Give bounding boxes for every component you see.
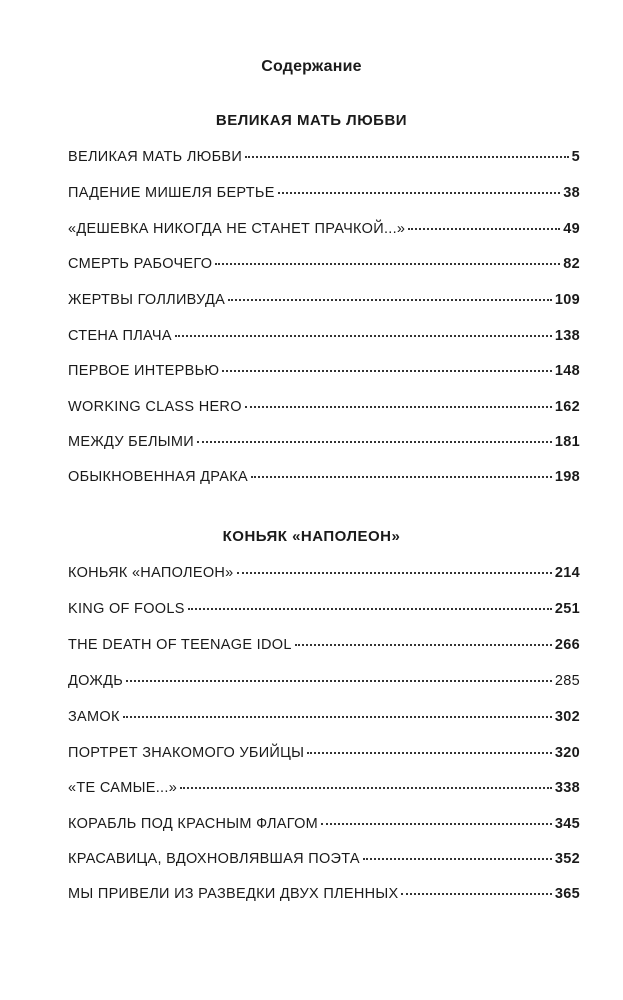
entry-page-number: 251 — [554, 601, 580, 617]
dot-leader — [126, 679, 552, 682]
dot-leader — [237, 571, 552, 574]
dot-leader — [307, 751, 552, 754]
dot-leader — [188, 607, 552, 610]
entry-title: KING OF FOOLS — [68, 601, 185, 617]
entry-page-number: 162 — [554, 399, 580, 415]
entry-page-number: 320 — [554, 745, 580, 761]
entry-page-number: 266 — [554, 637, 580, 653]
entry-title: МЫ ПРИВЕЛИ ИЗ РАЗВЕДКИ ДВУХ ПЛЕННЫХ — [68, 886, 399, 902]
toc-entry — [68, 780, 580, 800]
entry-page-number: 285 — [554, 673, 580, 689]
section-title: КОНЬЯК «НАПОЛЕОН» — [222, 528, 401, 545]
entry-page-number: 38 — [563, 185, 580, 201]
entry-title: ДОЖДЬ — [68, 673, 124, 689]
entry-title: КОРАБЛЬ ПОД КРАСНЫМ ФЛАГОМ — [68, 816, 319, 832]
page-title: Содержание — [261, 58, 362, 75]
toc-entry — [68, 399, 580, 419]
entry-title: СМЕРТЬ РАБОЧЕГО — [68, 256, 213, 272]
entry-title: МЕЖДУ БЕЛЫМИ — [68, 434, 195, 450]
toc-entry — [68, 256, 580, 276]
dot-leader — [401, 892, 551, 895]
toc-entry — [68, 185, 580, 205]
dot-leader — [228, 298, 552, 301]
entry-page-number: 49 — [563, 221, 580, 237]
entry-page-number: 5 — [571, 149, 580, 165]
dot-leader — [408, 227, 560, 230]
entry-title: КОНЬЯК «НАПОЛЕОН» — [68, 565, 234, 581]
dot-leader — [180, 786, 552, 789]
dot-leader — [197, 440, 552, 443]
entry-title: ОБЫКНОВЕННАЯ ДРАКА — [68, 469, 248, 485]
entry-page-number: 138 — [554, 328, 580, 344]
entry-page-number: 82 — [563, 256, 580, 272]
toc-entry — [68, 292, 580, 312]
entry-title: ВЕЛИКАЯ МАТЬ ЛЮБВИ — [68, 149, 243, 165]
entry-title: THE DEATH OF TEENAGE IDOL — [68, 637, 292, 653]
dot-leader — [175, 334, 552, 337]
entry-page-number: 338 — [554, 780, 580, 796]
entry-page-number: 181 — [554, 434, 580, 450]
toc-entry — [68, 637, 580, 657]
toc-entry — [68, 886, 580, 906]
toc-entry — [68, 363, 580, 383]
entry-page-number: 148 — [554, 363, 580, 379]
toc-entry — [68, 221, 580, 241]
entry-page-number: 352 — [554, 851, 580, 867]
entry-title: «ДЕШЕВКА НИКОГДА НЕ СТАНЕТ ПРАЧКОЙ...» — [68, 221, 406, 237]
dot-leader — [222, 369, 552, 372]
toc-entry — [68, 745, 580, 765]
entry-title: ЗАМОК — [68, 709, 120, 725]
dot-leader — [278, 191, 561, 194]
entry-page-number: 198 — [554, 469, 580, 485]
entry-page-number: 109 — [554, 292, 580, 308]
section-title: ВЕЛИКАЯ МАТЬ ЛЮБВИ — [215, 112, 408, 129]
toc-entry — [68, 601, 580, 621]
toc-entry — [68, 434, 580, 454]
toc-entry — [68, 565, 580, 585]
dot-leader — [215, 262, 560, 265]
dot-leader — [123, 715, 552, 718]
dot-leader — [245, 155, 569, 158]
entry-title: «ТЕ САМЫЕ...» — [68, 780, 178, 796]
entry-page-number: 214 — [554, 565, 580, 581]
entry-title: WORKING CLASS HERO — [68, 399, 242, 415]
toc-entry — [68, 673, 580, 693]
toc-entry — [68, 149, 580, 169]
toc-entry — [68, 469, 580, 489]
entry-title: ПЕРВОЕ ИНТЕРВЬЮ — [68, 363, 220, 379]
toc-entry — [68, 851, 580, 871]
dot-leader — [295, 643, 552, 646]
dot-leader — [251, 475, 552, 478]
entry-title: КРАСАВИЦА, ВДОХНОВЛЯВШАЯ ПОЭТА — [68, 851, 360, 867]
entry-page-number: 365 — [554, 886, 580, 902]
entry-page-number: 345 — [554, 816, 580, 832]
entry-title: ПОРТРЕТ ЗНАКОМОГО УБИЙЦЫ — [68, 745, 305, 761]
dot-leader — [363, 857, 552, 860]
toc-entry — [68, 328, 580, 348]
entry-title: ПАДЕНИЕ МИШЕЛЯ БЕРТЬЕ — [68, 185, 275, 201]
toc-entry — [68, 709, 580, 729]
dot-leader — [321, 822, 552, 825]
entry-title: ЖЕРТВЫ ГОЛЛИВУДА — [68, 292, 226, 308]
entry-title: СТЕНА ПЛАЧА — [68, 328, 172, 344]
toc-entry — [68, 816, 580, 836]
entry-page-number: 302 — [554, 709, 580, 725]
dot-leader — [245, 405, 552, 408]
